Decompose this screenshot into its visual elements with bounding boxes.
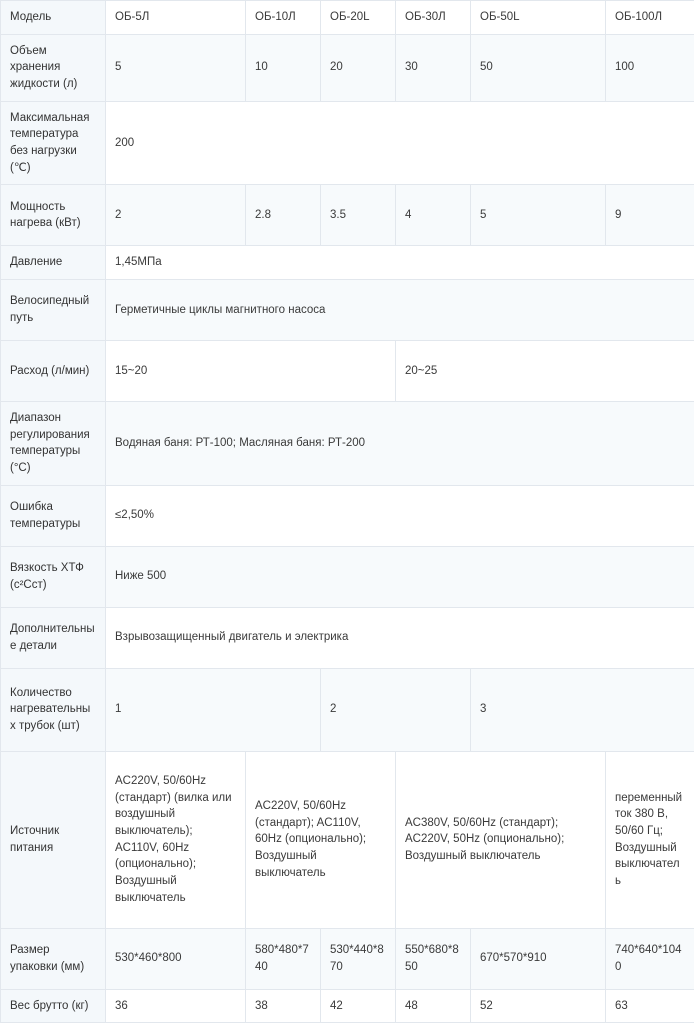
table-row-liquid-storage [1,34,694,101]
table-cell: ОБ-100Л [606,1,694,35]
table-cell: Водяная баня: РТ-100; Масляная баня: РТ-200 [106,402,694,486]
row-label: Дополнительные детали [1,607,106,668]
table-cell: 1 [106,668,321,751]
table-cell: 670*570*910 [471,928,606,989]
table-row-gross-weight [1,989,694,1023]
table-row-model [1,1,694,35]
row-label: Расход (л/мин) [1,341,106,402]
table-cell: 530*460*800 [106,928,246,989]
table-cell: AC220V, 50/60Hz (стандарт); AC110V, 60Hz (опционально); Воздушный выключатель [246,751,396,928]
table-cell: Герметичные циклы магнитного насоса [106,280,694,341]
row-label: Велосипедный путь [1,280,106,341]
table-cell: 5 [106,34,246,101]
table-row-pressure [1,246,694,280]
table-cell: ≤2,50% [106,485,694,546]
table-cell: 3.5 [321,185,396,246]
table-cell: 15~20 [106,341,396,402]
row-label: Источник питания [1,751,106,928]
table-cell: 38 [246,989,321,1023]
row-label: Давление [1,246,106,280]
row-label: Объем хранения жидкости (л) [1,34,106,101]
table-cell: 580*480*740 [246,928,321,989]
table-cell: AC220V, 50/60Hz (стандарт) (вилка или воздушный выключатель); AC110V, 60Hz (опционально); Воздушный выключатель [106,751,246,928]
specification-table-body [1,1,694,1023]
table-row-max-temperature [1,101,694,185]
table-cell: переменный ток 380 В, 50/60 Гц; Воздушный выключатель [606,751,694,928]
table-row-power-source [1,751,694,928]
row-label: Ошибка температуры [1,485,106,546]
table-cell: 550*680*850 [396,928,471,989]
table-row-heating-tubes [1,668,694,751]
table-cell: 30 [396,34,471,101]
table-cell: 2 [106,185,246,246]
table-cell: 4 [396,185,471,246]
table-cell: 10 [246,34,321,101]
table-cell: ОБ-50L [471,1,606,35]
table-row-cycle-path [1,280,694,341]
table-row-heating-power [1,185,694,246]
table-cell: 52 [471,989,606,1023]
row-label: Количество нагревательных трубок (шт) [1,668,106,751]
row-label: Вязкость ХТФ (с²Сст) [1,546,106,607]
table-cell: 36 [106,989,246,1023]
table-cell: AC380V, 50/60Hz (стандарт); AC220V, 50Hz (опционально); Воздушный выключатель [396,751,606,928]
table-cell: 48 [396,989,471,1023]
table-cell: Ниже 500 [106,546,694,607]
table-cell: 20~25 [396,341,694,402]
table-cell: 740*640*1040 [606,928,694,989]
table-cell: 1,45МПа [106,246,694,280]
table-cell: 200 [106,101,694,185]
row-label: Вес брутто (кг) [1,989,106,1023]
table-cell: 20 [321,34,396,101]
table-cell: Взрывозащищенный двигатель и электрика [106,607,694,668]
table-cell: 100 [606,34,694,101]
row-label: Размер упаковки (мм) [1,928,106,989]
table-cell: ОБ-10Л [246,1,321,35]
row-label: Максимальная температура без нагрузки (℃) [1,101,106,185]
table-cell: 530*440*870 [321,928,396,989]
table-cell: 2 [321,668,471,751]
table-cell: 5 [471,185,606,246]
table-row-additional-parts [1,607,694,668]
table-cell: ОБ-30Л [396,1,471,35]
table-row-package-size [1,928,694,989]
row-label: Диапазон регулирования температуры (°С) [1,402,106,486]
table-row-flow-rate [1,341,694,402]
row-label: Мощность нагрева (кВт) [1,185,106,246]
table-cell: 50 [471,34,606,101]
table-cell: 42 [321,989,396,1023]
table-cell: ОБ-5Л [106,1,246,35]
table-cell: 3 [471,668,694,751]
table-cell: 2.8 [246,185,321,246]
table-row-htf-viscosity [1,546,694,607]
table-cell: ОБ-20L [321,1,396,35]
table-cell: 9 [606,185,694,246]
table-row-temperature-error [1,485,694,546]
row-label: Модель [1,1,106,35]
table-row-temperature-range [1,402,694,486]
table-cell: 63 [606,989,694,1023]
